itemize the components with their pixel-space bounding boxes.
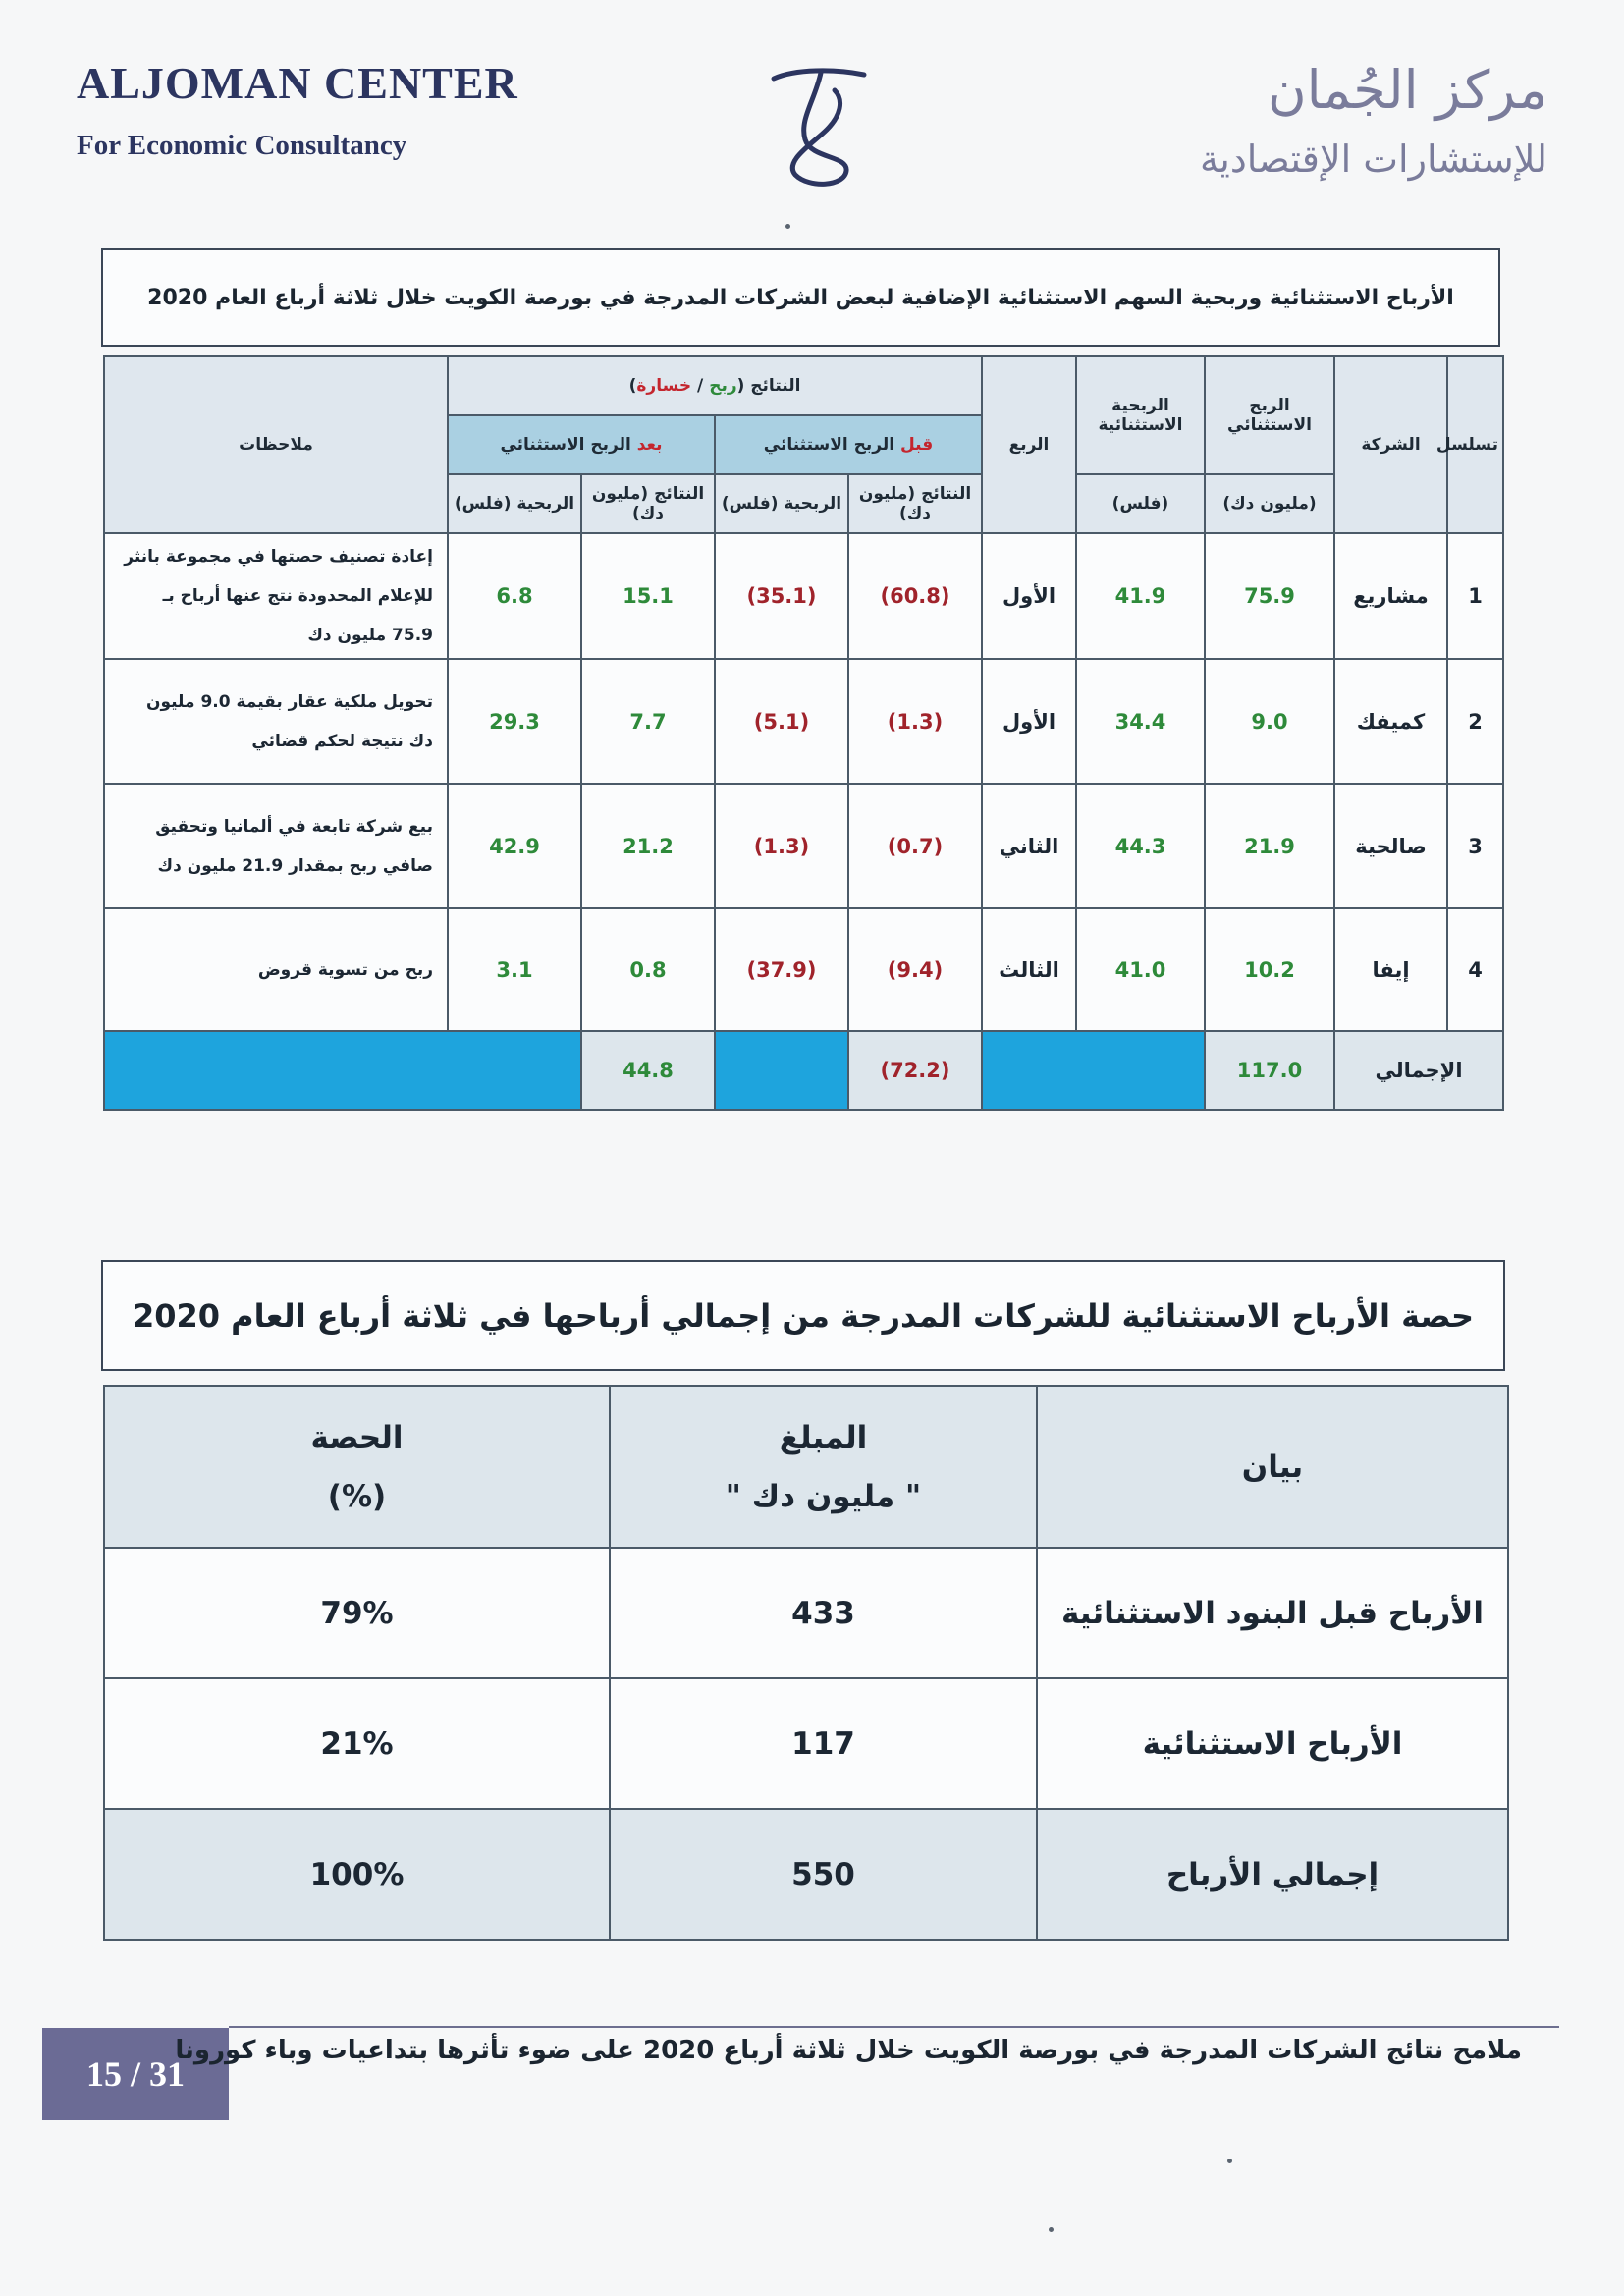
header-amount: المبلغ " مليون دك ": [610, 1386, 1037, 1548]
total-before-result: (72.2): [848, 1031, 982, 1110]
amount-cell: 117: [610, 1678, 1037, 1809]
scan-dot: [785, 224, 790, 229]
total-exc-profit: 117.0: [1205, 1031, 1334, 1110]
before-result-cell: (0.7): [848, 784, 982, 908]
serial-cell: 3: [1447, 784, 1503, 908]
statement-cell: إجمالي الأرباح: [1037, 1809, 1508, 1940]
before-eps-cell: (1.3): [715, 784, 848, 908]
amount-cell: 550: [610, 1809, 1037, 1940]
before-result-cell: (1.3): [848, 659, 982, 784]
before-result-cell: (9.4): [848, 908, 982, 1031]
header-statement: بيان: [1037, 1386, 1508, 1548]
table1-title: الأرباح الاستثنائية وربحية السهم الاستثنائية الإضافية لبعض الشركات المدرجة في بورصة الكويت خلال ثلاثة أرباع العام 2020: [101, 248, 1500, 347]
exc-profit-cell: 10.2: [1205, 908, 1334, 1031]
header-company: الشركة: [1334, 356, 1447, 533]
total-blank-cell: [715, 1031, 848, 1110]
serial-cell: 4: [1447, 908, 1503, 1031]
header-share: الحصة (%): [104, 1386, 610, 1548]
statement-cell: الأرباح الاستثنائية: [1037, 1678, 1508, 1809]
quarter-cell: الأول: [982, 659, 1076, 784]
page-number: 15 / 31: [42, 2028, 229, 2120]
exc-profit-cell: 75.9: [1205, 533, 1334, 659]
header-exc-eps: الربحية الاستثنائية: [1076, 356, 1205, 474]
quarter-cell: الثالث: [982, 908, 1076, 1031]
total-blank-cell: [104, 1031, 581, 1110]
scan-dot: [1049, 2227, 1054, 2232]
after-eps-cell: 42.9: [448, 784, 581, 908]
exc-eps-cell: 41.0: [1076, 908, 1205, 1031]
table-row: [104, 659, 1503, 784]
after-result-cell: 0.8: [581, 908, 715, 1031]
notes-cell: إعادة تصنيف حصتها في مجموعة بانثر للإعلام المحدودة نتج عنها أرباح بـ 75.9 مليون دك: [104, 533, 448, 659]
exceptional-share-table: [103, 1385, 1509, 1941]
header-exc-profit: الربح الاستثنائي: [1205, 356, 1334, 474]
table-row: [104, 908, 1503, 1031]
header-before-exc: قبل الربح الاستثنائي: [715, 415, 982, 474]
table-row: [104, 1678, 1508, 1809]
footer-divider: [229, 2026, 1559, 2028]
company-cell: كميفك: [1334, 659, 1447, 784]
serial-cell: 1: [1447, 533, 1503, 659]
table-row: [104, 1809, 1508, 1940]
header-notes: ملاحظات: [104, 356, 448, 533]
header-quarter: الربع: [982, 356, 1076, 533]
after-result-cell: 15.1: [581, 533, 715, 659]
header-before-eps: الربحية (فلس): [715, 474, 848, 533]
statement-cell: الأرباح قبل البنود الاستثنائية: [1037, 1548, 1508, 1678]
header-before-results: النتائج (مليون دك): [848, 474, 982, 533]
scan-dot: [1227, 2159, 1232, 2163]
total-label: الإجمالي: [1334, 1031, 1503, 1110]
quarter-cell: الثاني: [982, 784, 1076, 908]
center-name-en: ALJOMAN CENTER: [77, 58, 518, 108]
after-eps-cell: 6.8: [448, 533, 581, 659]
header-after-exc: بعد الربح الاستثنائي: [448, 415, 715, 474]
center-subtitle-en: For Economic Consultancy: [77, 130, 407, 161]
after-eps-cell: 3.1: [448, 908, 581, 1031]
exc-profit-cell: 9.0: [1205, 659, 1334, 784]
header-results: النتائج (ربح / خسارة): [448, 356, 982, 415]
loss-word: خسارة: [636, 376, 692, 396]
center-name-ar: مركز الجُمان: [1267, 59, 1547, 121]
quarter-cell: الأول: [982, 533, 1076, 659]
exc-eps-cell: 44.3: [1076, 784, 1205, 908]
footer-title: ملامح نتائج الشركات المدرجة في بورصة الكويت خلال ثلاثة أرباع 2020 على ضوء تأثرها بتداعيات وباء كورونا: [175, 2036, 1522, 2065]
notes-cell: بيع شركة تابعة في ألمانيا وتحقيق صافي ربح بمقدار 21.9 مليون دك: [104, 784, 448, 908]
table-row: [104, 784, 1503, 908]
table2-title: حصة الأرباح الاستثنائية للشركات المدرجة من إجمالي أرباحها في ثلاثة أرباع العام 2020: [101, 1260, 1505, 1371]
aljoman-logo-icon: [766, 61, 874, 189]
center-subtitle-ar: للإستشارات الإقتصادية: [1199, 137, 1547, 181]
exc-eps-cell: 41.9: [1076, 533, 1205, 659]
exc-eps-cell: 34.4: [1076, 659, 1205, 784]
after-result-cell: 21.2: [581, 784, 715, 908]
serial-cell: 2: [1447, 659, 1503, 784]
exc-profit-cell: 21.9: [1205, 784, 1334, 908]
share-cell: 79%: [104, 1548, 610, 1678]
company-cell: صالحية: [1334, 784, 1447, 908]
notes-cell: ربح من تسوية قروض: [104, 908, 448, 1031]
total-blank-cell: [982, 1031, 1205, 1110]
header-after-results: النتائج (مليون دك): [581, 474, 715, 533]
company-cell: إيفا: [1334, 908, 1447, 1031]
share-cell: 100%: [104, 1809, 610, 1940]
header-after-eps: الربحية (فلس): [448, 474, 581, 533]
exceptional-profits-table: [103, 355, 1504, 1111]
table-row: [104, 1548, 1508, 1678]
table-row: [104, 533, 1503, 659]
before-eps-cell: (5.1): [715, 659, 848, 784]
total-after-result: 44.8: [581, 1031, 715, 1110]
before-eps-cell: (35.1): [715, 533, 848, 659]
before-result-cell: (60.8): [848, 533, 982, 659]
share-cell: 21%: [104, 1678, 610, 1809]
header-serial: تسلسل: [1447, 356, 1503, 533]
after-result-cell: 7.7: [581, 659, 715, 784]
header-exc-profit-unit: (مليون دك): [1205, 474, 1334, 533]
amount-cell: 433: [610, 1548, 1037, 1678]
profit-word: ربح: [709, 376, 737, 396]
company-cell: مشاريع: [1334, 533, 1447, 659]
total-row: [104, 1031, 1503, 1110]
after-eps-cell: 29.3: [448, 659, 581, 784]
header-exc-eps-unit: (فلس): [1076, 474, 1205, 533]
notes-cell: تحويل ملكية عقار بقيمة 9.0 مليون دك نتيجة لحكم قضائي: [104, 659, 448, 784]
before-eps-cell: (37.9): [715, 908, 848, 1031]
